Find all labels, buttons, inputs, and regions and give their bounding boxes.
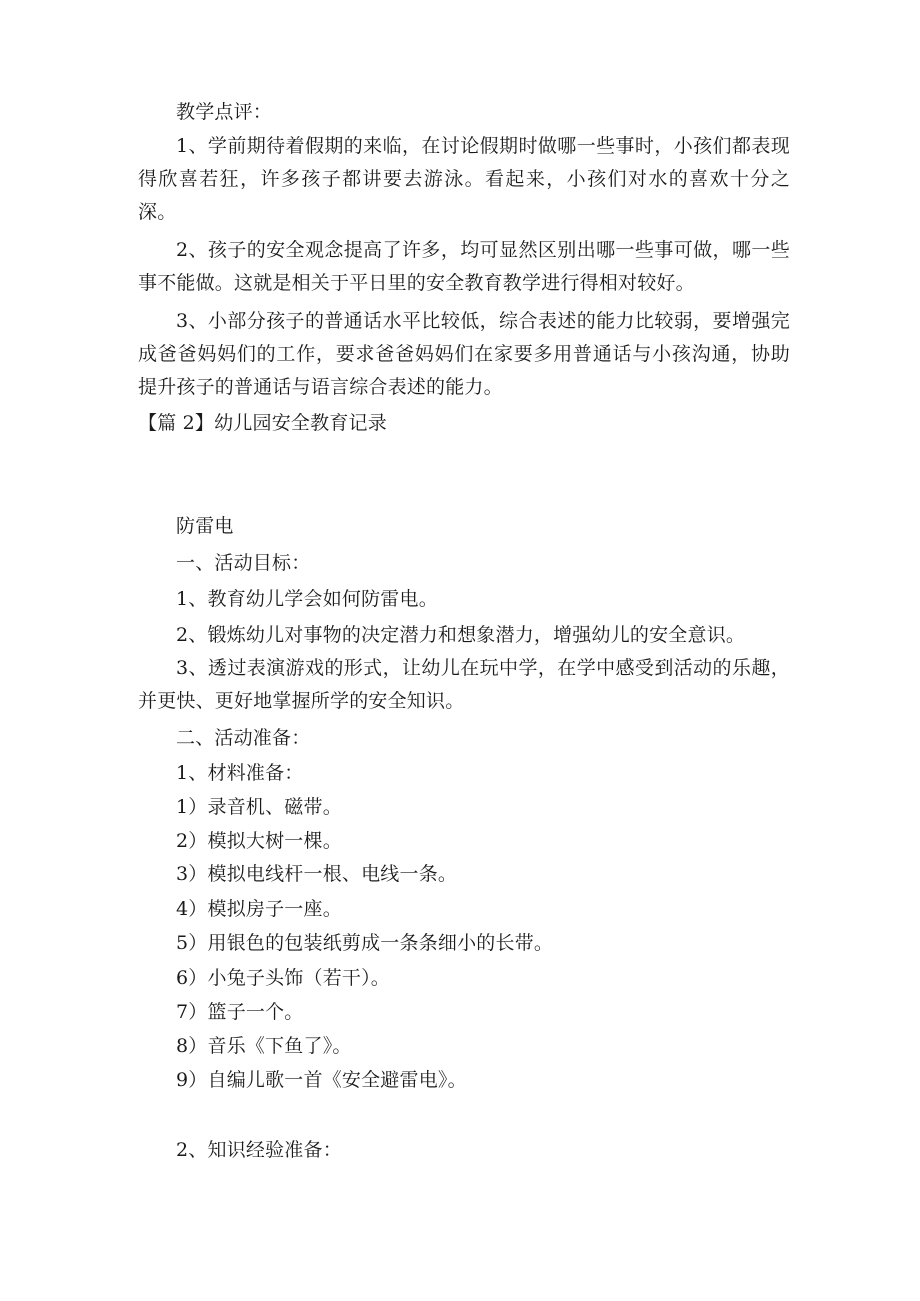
knowledge-title: 2、知识经验准备： (176, 1139, 342, 1161)
material-item: 5）用银色的包装纸剪成一条条细小的长带。 (176, 932, 554, 954)
goal-item-1: 1、教育幼儿学会如何防雷电。 (176, 588, 438, 610)
review-paragraph-1: 1、学前期待着假期的来临，在讨论假期时做哪一些事时，小孩们都表现得欣喜若狂，许多孩子都讲要去游泳。看起来，小孩们对水的喜欢十分之深。 (138, 135, 790, 223)
material-item: 9）自编儿歌一首《安全避雷电》。 (176, 1069, 467, 1091)
material-item: 7）篮子一个。 (176, 1001, 304, 1023)
goal-item-2: 2、锻炼幼儿对事物的决定潜力和想象潜力，增强幼儿的安全意识。 (176, 624, 746, 646)
review-paragraph-2: 2、孩子的安全观念提高了许多，均可显然区别出哪一些事可做，哪一些事不能做。这就是相关于平日里的安全教育教学进行得相对较好。 (138, 239, 790, 294)
material-item: 6）小兔子头饰（若干）。 (176, 967, 390, 989)
prep-title: 二、活动准备： (176, 727, 311, 749)
article-heading: 【篇 2】幼儿园安全教育记录 (138, 412, 387, 434)
goals-title: 一、活动目标： (176, 552, 311, 574)
material-item: 1）录音机、磁带。 (176, 796, 342, 818)
materials-title: 1、材料准备： (176, 762, 304, 784)
material-item: 2）模拟大树一棵。 (176, 830, 342, 852)
material-item: 3）模拟电线杆一根、电线一条。 (176, 863, 458, 885)
activity-title: 防雷电 (176, 515, 234, 537)
goal-item-3: 3、透过表演游戏的形式，让幼儿在玩中学，在学中感受到活动的乐趣，并更快、更好地掌握所学的安全知识。 (138, 657, 790, 712)
section-title-teaching-review: 教学点评： (176, 101, 273, 123)
material-item: 8）音乐《下鱼了》。 (176, 1035, 352, 1057)
review-paragraph-3: 3、小部分孩子的普通话水平比较低，综合表述的能力比较弱，要增强完成爸爸妈妈们的工作，要求爸爸妈妈们在家要多用普通话与小孩沟通，协助提升孩子的普通话与语言综合表述的能力。 (138, 310, 790, 398)
material-item: 4）模拟房子一座。 (176, 898, 342, 920)
